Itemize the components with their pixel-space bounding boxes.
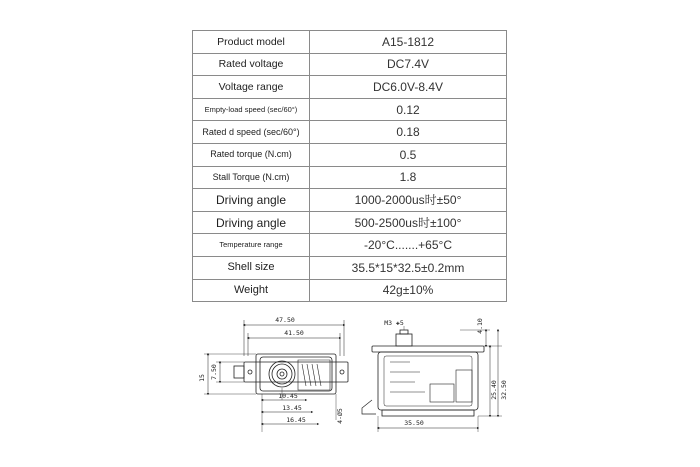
spec-label: Rated voltage — [193, 53, 310, 76]
dim-mount-spacing: 41.50 — [284, 329, 304, 337]
spec-value: 1000-2000us时±50° — [310, 189, 507, 212]
spec-value: -20°C.......+65°C — [310, 234, 507, 257]
spec-label: Shell size — [193, 256, 310, 279]
spec-value: 35.5*15*32.5±0.2mm — [310, 256, 507, 279]
spec-label: Rated d speed (sec/60°) — [193, 121, 310, 144]
dim-a: 10.45 — [278, 392, 298, 400]
spec-value: 42g±10% — [310, 279, 507, 302]
spec-label: Stall Torque (N.cm) — [193, 166, 310, 189]
dim-height: 15 — [198, 374, 206, 382]
side-view — [362, 326, 502, 432]
dim-tab-height: 7.50 — [210, 364, 218, 380]
dim-body-height: 25.40 — [490, 380, 498, 400]
spec-label: Empty-load speed (sec/60°) — [193, 98, 310, 121]
front-view — [204, 320, 348, 432]
spec-label: Driving angle — [193, 211, 310, 234]
spec-value: 0.12 — [310, 98, 507, 121]
spec-label: Voltage range — [193, 76, 310, 99]
spec-label: Driving angle — [193, 189, 310, 212]
spec-value: DC7.4V — [310, 53, 507, 76]
spec-value: A15-1812 — [310, 31, 507, 54]
side-view-dimensions — [384, 318, 508, 427]
dim-top: 4.10 — [476, 318, 484, 334]
spec-value: 1.8 — [310, 166, 507, 189]
dim-total-height: 32.50 — [500, 380, 508, 400]
spec-value: DC6.0V-8.4V — [310, 76, 507, 99]
dim-hole: 4-Ø5 — [336, 408, 344, 424]
spec-value: 500-2500us时±100° — [310, 211, 507, 234]
spec-label: Temperature range — [193, 234, 310, 257]
dim-spline: M3 ✚5 — [384, 319, 404, 327]
dim-length: 35.50 — [404, 419, 424, 427]
dim-b: 13.45 — [282, 404, 302, 412]
dim-c: 16.45 — [286, 416, 306, 424]
spec-value: 0.5 — [310, 143, 507, 166]
spec-label: Product model — [193, 31, 310, 54]
spec-label: Weight — [193, 279, 310, 302]
spec-label: Rated torque (N.cm) — [193, 143, 310, 166]
dim-overall-width: 47.50 — [275, 316, 295, 324]
spec-value: 0.18 — [310, 121, 507, 144]
